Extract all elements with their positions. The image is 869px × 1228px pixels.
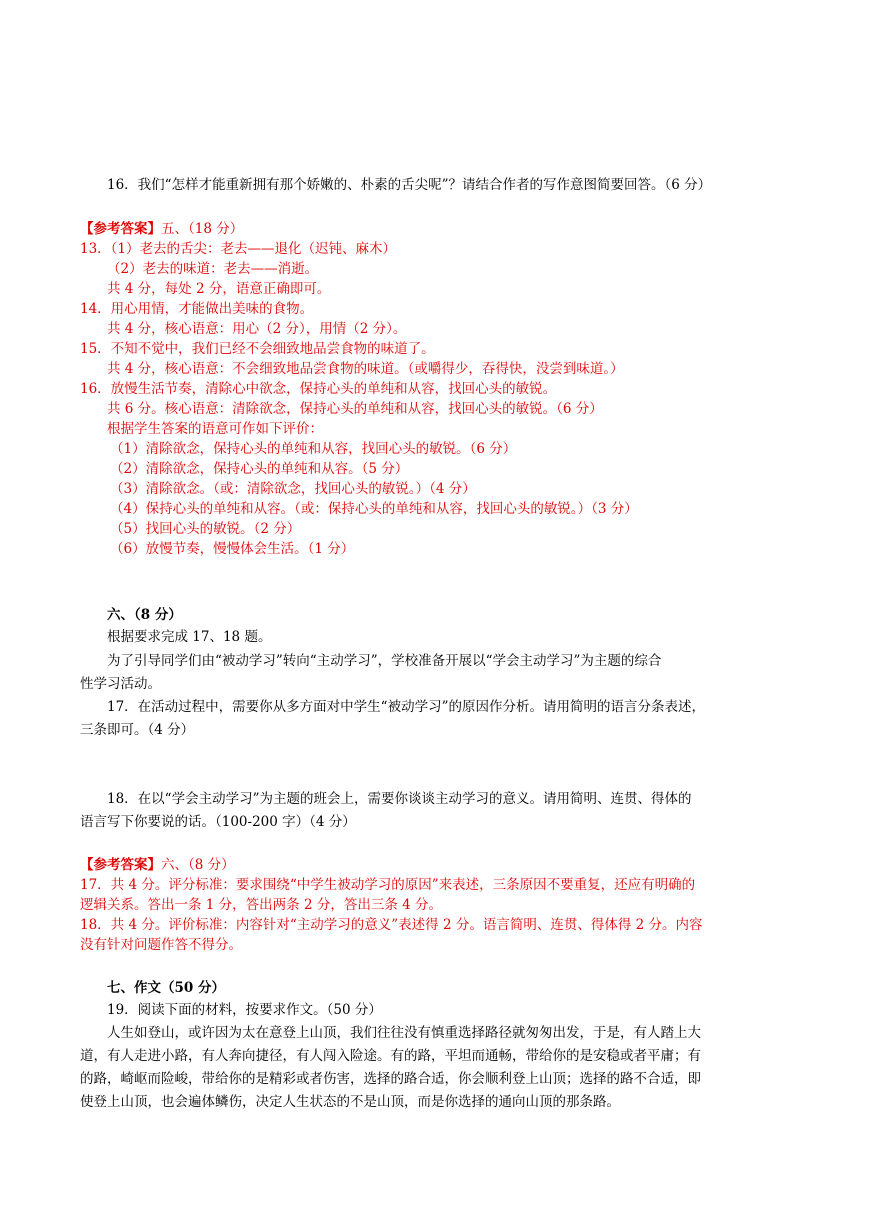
answer-line: 16．放慢生活节奏，清除心中欲念，保持心头的单纯和从容，找回心头的敏锐。 (80, 381, 557, 397)
answer-line: 14．用心用情，才能做出美味的食物。 (80, 301, 314, 317)
essay-material: 人生如登山，或许因为太在意登上山顶，我们往往没有慎重选择路径就匆匆出发，于是，有人踏上大 (107, 1025, 701, 1041)
section-7-title: 七、作文（50 分） (107, 980, 225, 996)
answer-18: 18．共 4 分。评价标准：内容针对“主动学习的意义”表述得 2 分。语言简明、连贯、得体得 2 分。内容 (80, 917, 703, 933)
answer-tag: 【参考答案】 (80, 221, 161, 237)
section-6-paragraph: 为了引导同学们由“被动学习”转向“主动学习”，学校准备开展以“学会主动学习”为主题的综合 (107, 653, 662, 669)
answer-line: （4）保持心头的单纯和从容。（或：保持心头的单纯和从容，找回心头的敏锐。）（3 分） (110, 501, 638, 517)
question-19: 19．阅读下面的材料，按要求作文。（50 分） (107, 1002, 382, 1018)
answer-17: 逻辑关系。答出一条 1 分，答出两条 2 分，答出三条 4 分。 (80, 897, 443, 913)
answer-line: 共 6 分。核心语意：清除欲念，保持心头的单纯和从容，找回心头的敏锐。（6 分） (107, 401, 603, 417)
answer-line: （2）清除欲念，保持心头的单纯和从容。（5 分） (110, 461, 409, 477)
essay-material: 使登上山顶，也会遍体鳞伤，决定人生状态的不是山顶，而是你选择的通向山顶的那条路。 (80, 1094, 620, 1110)
answer-line: 共 4 分，每处 2 分，语意正确即可。 (107, 281, 331, 297)
answer-line: （1）清除欲念，保持心头的单纯和从容，找回心头的敏锐。（6 分） (110, 441, 517, 457)
answer-18: 没有针对问题作答不得分。 (80, 937, 242, 953)
question-17: 17．在活动过程中，需要你从多方面对中学生“被动学习”的原因作分析。请用简明的语言分条表述， (107, 699, 705, 715)
answer-line: （3）清除欲念。（或：清除欲念，找回心头的敏锐。）（4 分） (110, 481, 476, 497)
answer-line: （2）老去的味道：老去——消逝。 (107, 261, 319, 277)
question-16: 16．我们“怎样才能重新拥有那个娇嫩的、朴素的舌尖呢”？请结合作者的写作意图简要回答。（6 分） (107, 177, 712, 193)
question-17: 三条即可。（4 分） (80, 722, 195, 738)
answer-header-6 (80, 856, 235, 874)
answer-17: 17．共 4 分。评分标准：要求围绕“中学生被动学习的原因”来表述，三条原因不要重复，还应有明确的 (80, 877, 696, 893)
answer-header-5 (80, 220, 243, 238)
section-6-title: 六、（8 分） (107, 607, 182, 623)
section-6-intro: 根据要求完成 17、18 题。 (107, 629, 272, 645)
answer-line: 根据学生答案的语意可作如下评价： (107, 421, 323, 437)
answer-tag: 【参考答案】 (80, 857, 161, 873)
answer-line: 共 4 分，核心语意：用心（2 分），用情（2 分）。 (107, 321, 407, 337)
essay-material: 道，有人走进小路，有人奔向捷径，有人闯入险途。有的路，平坦而通畅，带给你的是安稳或者平庸；有 (80, 1048, 701, 1064)
answer-section-label: 六、（8 分） (161, 857, 235, 873)
essay-material: 的路，崎岖而险峻，带给你的是精彩或者伤害，选择的路合适，你会顺利登上山顶；选择的路不合适，即 (80, 1071, 701, 1087)
answer-section-label: 五、（18 分） (161, 221, 244, 237)
answer-line: 15．不知不觉中，我们已经不会细致地品尝食物的味道了。 (80, 341, 435, 357)
answer-line: 共 4 分，核心语意：不会细致地品尝食物的味道。（或嚼得少，吞得快，没尝到味道。） (107, 361, 624, 377)
question-18: 语言写下你要说的话。（100-200 字）（4 分） (80, 814, 356, 830)
answer-line: （5）找回心头的敏锐。（2 分） (110, 521, 301, 537)
section-6-paragraph: 性学习活动。 (80, 676, 161, 692)
question-18: 18．在以“学会主动学习”为主题的班会上，需要你谈谈主动学习的意义。请用简明、连贯、得体的 (107, 791, 692, 807)
answer-line: （6）放慢节奏，慢慢体会生活。（1 分） (110, 541, 355, 557)
answer-line: 13．（1）老去的舌尖：老去——退化（迟钝、麻木） (80, 241, 397, 257)
